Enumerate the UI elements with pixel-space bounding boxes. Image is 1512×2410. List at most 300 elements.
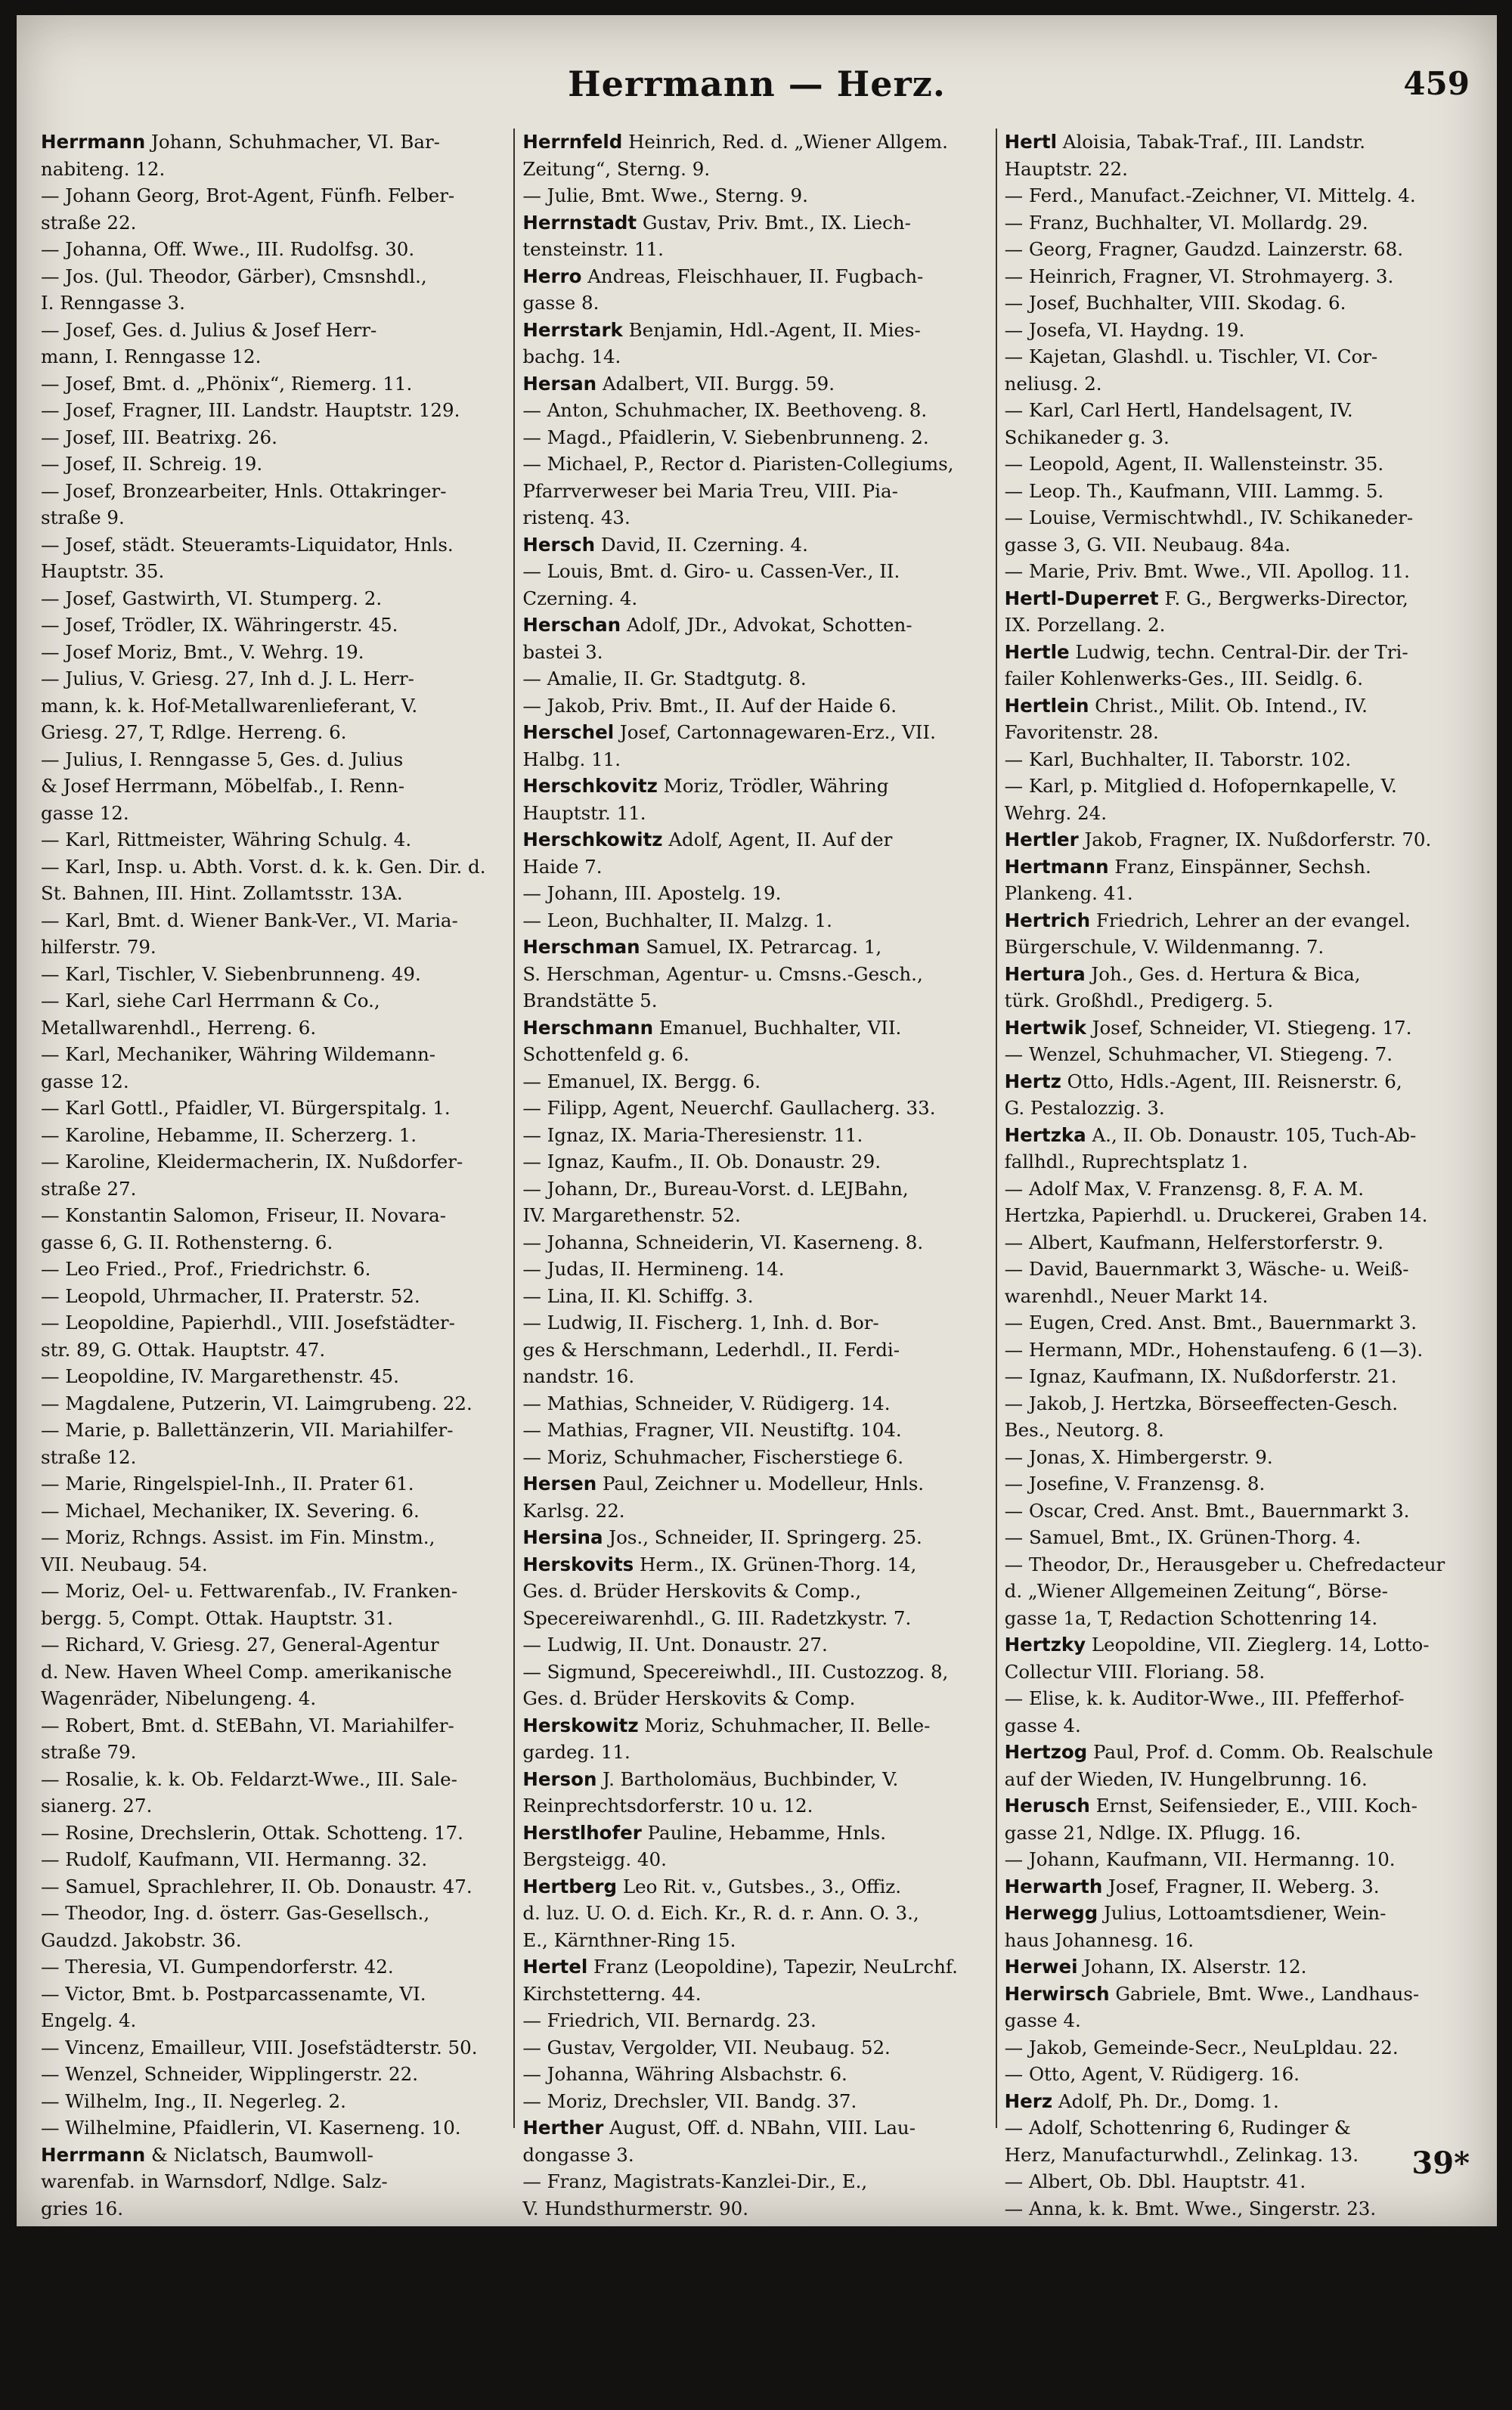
directory-entry-line (1005, 182, 1470, 209)
directory-entry-line (522, 585, 987, 612)
entry-text: bergg. 5, Compt. Ottak. Hauptstr. 31. (41, 1606, 393, 1629)
directory-entry-line (522, 2249, 987, 2276)
entry-headword: Herschel (522, 721, 615, 743)
entry-text: — Leop. Th., Kaufmann, VIII. Lammg. 5. (1004, 479, 1384, 502)
directory-entry-line (1005, 987, 1470, 1014)
directory-entry-line (1005, 1122, 1470, 1149)
entry-text: — Rosine, Drechslerin, Ottak. Schotteng. 17. (41, 1821, 463, 1844)
page-header (17, 64, 1497, 116)
entry-text: — Wilhelm, Ing., II. Negerleg. 2. (41, 2089, 346, 2112)
entry-text: Hertlhof Neuwaldeggerstr. 20. (522, 2385, 811, 2407)
directory-entry-line (41, 290, 506, 317)
entry-text: Czerning. 4. (522, 587, 638, 609)
entry-text: — Josef, Ges. d. Julius & Josef Herr- (41, 318, 377, 341)
entry-text: Moriz, Trödler, Währing (657, 775, 889, 797)
entry-headword: Hertura (1004, 962, 1086, 985)
entry-text: — Jakob, J. Hertzka, Börseeffecten-Gesch. (1004, 1392, 1399, 1414)
entry-text: — Ludwig, II. Fischerg. 1, Inh. d. Bor- (522, 1312, 879, 1334)
directory-entry-line (522, 1766, 987, 1793)
entry-text: — Karoline, Hebamme, II. Scherzerg. 1. (41, 1123, 417, 1146)
directory-entry-line (1005, 1470, 1470, 1498)
entry-headword: Herskovits (522, 1553, 634, 1575)
directory-entry-line (522, 1927, 987, 1954)
directory-entry-line (1005, 209, 1470, 237)
entry-text: Kirchstetterng. 44. (522, 1982, 702, 2005)
directory-entry-line (1005, 853, 1470, 881)
directory-entry-line (522, 1095, 987, 1122)
directory-entry-line (1005, 746, 1470, 773)
entry-text: — Marie, p. Ballettänzerin, VII. Mariahilfer- (41, 1419, 454, 1441)
entry-text: ristenq. 43. (522, 506, 631, 528)
directory-entry-line (1005, 800, 1470, 827)
entry-text: — Lina, II. Kl. Schiffg. 3. (522, 1284, 754, 1307)
directory-entry-line (41, 1524, 506, 1551)
directory-entry-line (522, 934, 987, 961)
directory-entry-line (1005, 1095, 1470, 1122)
directory-entry-line (41, 478, 506, 505)
directory-entry-line (41, 1820, 506, 1847)
directory-entry-line (1005, 1605, 1470, 1632)
entry-headword: Herrstark (522, 318, 623, 341)
entry-text: — Magd., Pfaidlerin, V. Siebenbrunneng. 2. (522, 426, 929, 448)
directory-entry-line (41, 1873, 506, 1900)
directory-entry-line (41, 1551, 506, 1578)
entry-text: — Karl, Bmt. d. Wiener Bank-Ver., VI. Maria- (41, 909, 458, 931)
directory-entry-line (522, 129, 987, 156)
entry-text: mann, k. k. Hof-Metallwarenlieferant, V. (41, 694, 418, 717)
entry-text: — B., Agent, u. Cmsns.-Gesch., II. Prater- (1004, 2250, 1394, 2273)
directory-entry-line (522, 2007, 987, 2034)
entry-text: — Julius, I. Renngasse 5, Ges. d. Julius (41, 748, 404, 770)
entry-text: — Josef, städt. Steueramts-Liquidator, Hnls. (41, 533, 454, 556)
directory-entry-line (1005, 1256, 1470, 1283)
directory-entry-line (522, 2061, 987, 2088)
entry-text: — Johann Georg, Brot-Agent, Fünfh. Felber- (41, 184, 455, 206)
directory-entry-line (522, 236, 987, 263)
directory-entry-line (522, 1498, 987, 1525)
entry-headword: Hertig (522, 2304, 589, 2327)
entry-text: August, Off. d. NBahn, VIII. Lau- (603, 2117, 916, 2139)
entry-text: — Karl, Mechaniker, Währing Wildemann- (41, 1043, 436, 1065)
entry-text: Adolf, Ph. Dr., Domg. 1. (1052, 2089, 1279, 2112)
entry-text: Otto, Hdls.-Agent, III. Reisnerstr. 6, (1061, 1070, 1402, 1092)
entry-text: — Amalie, II. Gr. Stadtgutg. 8. (522, 668, 807, 689)
entry-text: IV. Margarethenstr. 52. (522, 1204, 741, 1226)
entry-text: — Emanuel, IX. Bergg. 6. (522, 1070, 761, 1092)
entry-text: — Adolf Max, V. Franzensg. 8, F. A. M. (1004, 1177, 1365, 1200)
entry-headword: Herwirsch (1004, 1982, 1110, 2005)
entry-text: — Carl, siehe Karl. (1004, 2385, 1182, 2407)
directory-entry-line (1005, 639, 1470, 666)
directory-entry-line (1005, 1873, 1470, 1900)
directory-entry-line (41, 397, 506, 424)
entry-text: — Eugen, Cred. Anst. Bmt., Bauernmarkt 3. (1004, 1312, 1418, 1334)
directory-entry-line (522, 1900, 987, 1927)
directory-entry-line (1005, 1498, 1470, 1525)
entry-text: — Karl, p. Mitglied d. Hofopernkapelle, V. (1004, 775, 1397, 797)
entry-headword: Herschkovitz (522, 775, 658, 797)
entry-text: — Samuel, Bmt., IX. Grünen-Thorg. 4. (1004, 1526, 1362, 1548)
directory-entry-line (522, 853, 987, 881)
entry-text: — Leopold, Agent, II. Wallensteinstr. 35. (1004, 453, 1384, 475)
directory-entry-line (41, 1390, 506, 1417)
directory-entry-line (1005, 1390, 1470, 1417)
directory-entry-line (522, 692, 987, 720)
entry-text: IV. Favoritenstr. 16. (522, 2250, 707, 2273)
directory-entry-line (522, 2383, 987, 2410)
entry-text: — Konstantin Salomon, Friseur, II. Novara- (41, 1204, 446, 1226)
directory-entry-line (41, 1605, 506, 1632)
entry-text: mann, I. Renngasse 12. (41, 345, 262, 367)
entry-text: Specereiwarenhdl., G. III. Radetzkystr. 7. (522, 1606, 912, 1629)
entry-text: F. G., Bergwerks-Director, (1158, 587, 1408, 609)
directory-entry-line (41, 773, 506, 800)
directory-entry-line (41, 612, 506, 639)
directory-entry-line (1005, 1981, 1470, 2008)
directory-entry-line (522, 612, 987, 639)
entry-text: Halbg. 11. (522, 748, 621, 770)
directory-entry-line (1005, 317, 1470, 344)
entry-text: Johann, IX. Alserstr. 12. (1077, 1956, 1307, 1978)
entry-text: St. Bahnen, III. Hint. Zollamtsstr. 13A. (41, 882, 403, 904)
directory-entry-line (41, 1041, 506, 1068)
directory-entry-line (41, 639, 506, 666)
directory-entry-line (41, 1766, 506, 1793)
entry-headword: Herschkowitz (522, 829, 663, 850)
entry-text: — Elise, k. k. Auditor-Wwe., III. Pfefferhof- (1004, 1687, 1405, 1709)
directory-entry-line (1005, 773, 1470, 800)
entry-headword: Hertmann (1004, 855, 1109, 878)
entry-headword: Herrnfeld, (41, 2278, 148, 2300)
entry-text: — Josef, II. Schreig. 19. (41, 453, 263, 475)
signature-mark: 39* (1411, 2145, 1470, 2181)
entry-text: failer Kohlenwerks-Ges., III. Seidlg. 6. (1004, 668, 1364, 689)
directory-entry-line (522, 746, 987, 773)
directory-entry-line (41, 2383, 506, 2410)
directory-entry-line (41, 1846, 506, 1873)
entry-text: — Julie, Bmt. Wwe., Sterng. 9. (522, 184, 808, 206)
directory-entry-line (1005, 1631, 1470, 1659)
entry-text: warenfab. in Warnsdorf, Ndlge. Salz- (41, 2170, 388, 2192)
entry-text: — Leo Fried., Prof., Friedrichstr. 6. (41, 1258, 371, 1280)
directory-entry-line (522, 2222, 987, 2249)
entry-text: Adalbert, VII. Burgg. 59. (596, 372, 835, 395)
entry-text: Christ., Milit. Ob. Intend., IV. (1089, 694, 1368, 717)
entry-text: I. Renngasse 3. (41, 292, 185, 314)
entry-text: & Niclatsch, Baumwoll- (145, 2143, 373, 2166)
directory-entry-line (1005, 1927, 1470, 1954)
directory-entry-line (1005, 1417, 1470, 1444)
directory-entry-line (41, 424, 506, 451)
directory-entry-line (522, 1363, 987, 1390)
entry-text: — Rudolf, Kaufmann, VII. Hermanng. 32. (41, 1848, 428, 1870)
entry-text: straße 79. (41, 1741, 137, 1763)
directory-entry-line (41, 1202, 506, 1229)
directory-entry-line (1005, 397, 1470, 424)
directory-entry-line (1005, 2114, 1470, 2142)
entry-text: Schottenfeld g. 6. (522, 1043, 689, 1065)
directory-entry-line (1005, 451, 1470, 478)
entry-text: Pauline, Hebamme, Hnls. (641, 1821, 886, 1844)
entry-headword: Hertberg (522, 1875, 618, 1897)
entry-text: — David, Bauernmarkt 3, Wäsche- u. Weiß- (1004, 1258, 1409, 1280)
directory-entry-line (41, 1122, 506, 1149)
entry-text: — Berthold, Gonzagag. 12. (1004, 2331, 1257, 2353)
entry-text: Abraham, Korallenhdl., Hnls. (140, 2304, 420, 2327)
entry-text: — Anton, Schuhmacher, IX. Beethoveng. 8. (522, 399, 928, 421)
entry-text: Bes., Neutorg. 8. (1004, 1419, 1164, 1441)
directory-entry-line (1005, 290, 1470, 317)
entry-text: d. „Wiener Allgemeinen Zeitung“, Börse- (1004, 1580, 1388, 1602)
entry-text: Gaudzd. Jakobstr. 36. (41, 1928, 242, 1951)
entry-text: — Julius, V. Griesg. 27, Inh d. J. L. Herr- (41, 668, 414, 689)
directory-entry-line (41, 343, 506, 370)
entry-text: gasse 4. (1004, 1714, 1081, 1736)
entry-text: — Josef, Bronzearbeiter, Hnls. Ottakringer- (41, 479, 447, 502)
entry-text: Ges. d. Brüder Herskovits & Comp., (522, 1580, 862, 1602)
entry-text: — Johanna, Off. Wwe., III. Rudolfsg. 30. (41, 238, 415, 260)
entry-text: — Rosalie, k. k. Ob. Feldarzt-Wwe., III. Sale- (41, 1767, 457, 1790)
entry-text: & Josef Herrmann, Möbelfab., I. Renn- (41, 775, 404, 797)
directory-entry-line (522, 826, 987, 853)
directory-entry-line (522, 1256, 987, 1283)
directory-entry-line (41, 1900, 506, 1927)
entry-text: Wagenräder, Nibelungeng. 4. (41, 1687, 317, 1709)
entry-text: Schikaneder g. 3. (1004, 426, 1170, 448)
entry-text: — Friedrich, VII. Bernardg. 23. (522, 2009, 816, 2031)
directory-entry-line (41, 1659, 506, 1686)
directory-entry-line (1005, 558, 1470, 585)
directory-entry-line (41, 1712, 506, 1739)
directory-entry-line (1005, 1524, 1470, 1551)
entry-headword: Herrnfeld (522, 131, 623, 153)
directory-entry-line (1005, 1041, 1470, 1068)
entry-text: Hauptstr. 22. (1004, 157, 1128, 180)
directory-entry-line (41, 1229, 506, 1256)
entry-headword: Hersch (522, 533, 596, 556)
entry-text: auf der Wieden, IV. Hungelbrunng. 16. (1004, 1767, 1368, 1790)
entry-text: — Josef, E., V. Hundsthurmerstr. 91. (522, 2278, 861, 2300)
entry-text: — Louis, Bmt. d. Giro- u. Cassen-Ver., II. (522, 560, 900, 582)
directory-entry-line (522, 2114, 987, 2142)
directory-entry-line (1005, 665, 1470, 692)
entry-text: — Hermann, MDr., Hohenstaufeng. 6 (1—3). (1004, 1338, 1424, 1361)
entry-text: Plankeng. 41. (1004, 882, 1133, 904)
directory-entry-line (41, 1631, 506, 1659)
directory-entry-line (522, 1953, 987, 1981)
directory-entry-line (522, 1068, 987, 1095)
directory-entry-line (1005, 504, 1470, 531)
entry-text: — Josef Moriz, Bmt., V. Wehrg. 19. (41, 640, 364, 663)
directory-entry-line (522, 2034, 987, 2062)
directory-entry-line (522, 451, 987, 478)
directory-entry-line (41, 1444, 506, 1471)
entry-text: — Louise, Vermischtwhdl., IV. Schikaneder- (1004, 506, 1414, 528)
entry-text: — Theodor, Dr., Herausgeber u. Chefredacteur (1004, 1553, 1445, 1575)
directory-entry-line (41, 2222, 506, 2249)
entry-text: E., Kärnthner-Ring 15. (522, 1928, 736, 1951)
entry-text: d. luz. U. O. d. Eich. Kr., R. d. r. Ann. O. 3., (522, 1902, 919, 1924)
entry-text: Ernst, Seifensieder, E., VIII. Koch- (1089, 1795, 1418, 1817)
directory-entry-line (1005, 1337, 1470, 1364)
directory-entry-line (522, 182, 987, 209)
directory-entry-line (41, 907, 506, 934)
directory-entry-line (41, 1176, 506, 1203)
directory-entry-line (41, 1337, 506, 1364)
entry-headword: Hertl (522, 2358, 575, 2381)
directory-entry-line (1005, 478, 1470, 505)
entry-text: V. Hundsthurmerstr. 90. (522, 2197, 749, 2219)
entry-text: Moriz, Schuhmacher, II. Belle- (638, 1714, 931, 1736)
entry-text: — Judas, II. Hermineng. 14. (522, 1258, 785, 1280)
entry-text: — Jos. (Jul. Theodor, Gärber), Cmsnshdl., (41, 265, 427, 287)
entry-text: gardeg. 11. (522, 1741, 631, 1763)
entry-text: Hauptstr. 11. (522, 801, 646, 824)
entry-text: — Robert, Bmt. d. StEBahn, VI. Mariahilfer- (41, 1714, 454, 1736)
directory-entry-line (41, 1309, 506, 1337)
entry-headword: Hertzog (1004, 1741, 1088, 1763)
entry-headword: Herson (522, 1767, 597, 1790)
entry-text: — Gustav, Vergolder, VII. Neubaug. 52. (522, 2036, 891, 2058)
entry-text: Reinprechtsdorferstr. 10 u. 12. (522, 1795, 813, 1817)
entry-headword: Hertl-Duperret (1004, 587, 1159, 609)
entry-headword: Hertlein (1004, 694, 1089, 717)
entry-text: str. 89, G. Ottak. Hauptstr. 47. (41, 1338, 326, 1361)
directory-entry-line (1005, 961, 1470, 988)
directory-entry-line (522, 2275, 987, 2303)
entry-text: — Franz, Magistrats-Kanzlei-Dir., E., (522, 2170, 868, 2192)
entry-text: straße 9. (41, 506, 125, 528)
entry-text: Wehrg. 24. (1004, 801, 1108, 824)
entry-text: — Kajetan, Glashdl. u. Tischler, VI. Cor- (1004, 345, 1378, 367)
entry-text: — Franz, Buchhalter, VI. Mollardg. 29. (1004, 211, 1368, 234)
entry-text: gasse 12. (41, 1070, 129, 1092)
entry-text: — Leopoldine, Papierhdl., VIII. Josefstädter- (41, 1312, 455, 1334)
entry-text: straße 11, (Inh. Sigmund Schlesinger). (1004, 2278, 1370, 2300)
directory-entry-line (41, 2303, 506, 2330)
entry-text: Josef, Cartonnagewaren-Erz., VII. (614, 721, 936, 743)
directory-entry-line (1005, 1739, 1470, 1766)
directory-entry-line (522, 1712, 987, 1739)
directory-entry-line (41, 2088, 506, 2115)
directory-entry-line (522, 1981, 987, 2008)
directory-entry-line (41, 1417, 506, 1444)
directory-entry-line (41, 1981, 506, 2008)
directory-entry-line (522, 2088, 987, 2115)
directory-entry-line (41, 2356, 506, 2384)
directory-entry-line (1005, 1283, 1470, 1310)
entry-text: dongasse 3. (522, 2143, 634, 2166)
entry-text: straße 12. (41, 1445, 137, 1468)
directory-entry-line (1005, 2249, 1470, 2276)
directory-entry-line (522, 263, 987, 290)
directory-entry-line (41, 1095, 506, 1122)
directory-entry-line (41, 961, 506, 988)
directory-entry-line (41, 209, 506, 237)
directory-entry-line (41, 263, 506, 290)
entry-text: Benjamin, Hdl.-Agent, II. Mies- (622, 318, 921, 341)
entry-text: — Josefa, VI. Haydng. 19. (1004, 318, 1245, 341)
entry-headword: Herrmann (41, 2143, 146, 2166)
directory-entry-line (41, 236, 506, 263)
entry-text: — Mathias, Fragner, VII. Neustiftg. 104. (522, 1419, 902, 1441)
entry-text: — Johanna, Schneiderin, VI. Kaserneng. 8. (522, 1231, 924, 1253)
directory-entry-line (522, 2142, 987, 2169)
directory-entry-line (1005, 1846, 1470, 1873)
column-2 (513, 129, 995, 2407)
directory-entry-line (41, 1498, 506, 1525)
directory-entry-line (522, 1820, 987, 1847)
directory-entry-line (41, 1927, 506, 1954)
directory-entry-line (41, 2195, 506, 2223)
entry-text: Paul, Zeichner u. Modelleur, Hnls. (596, 1473, 925, 1495)
entry-headword: Herro (522, 265, 582, 287)
entry-headword: Herschan (522, 614, 621, 636)
directory-entry-line (41, 1363, 506, 1390)
entry-text: Grünberg. 1. (522, 2331, 643, 2353)
directory-entry-line (1005, 1900, 1470, 1927)
entry-text: — Josef, Fragner, III. Landstr. Hauptstr. 129. (41, 399, 460, 421)
directory-entry-line (1005, 1309, 1470, 1337)
directory-entry-line (1005, 1148, 1470, 1176)
directory-entry-line (522, 1014, 987, 1042)
directory-entry-line (41, 1953, 506, 1981)
directory-entry-line (522, 800, 987, 827)
directory-entry-line (1005, 612, 1470, 639)
directory-entry-line (1005, 263, 1470, 290)
directory-page (17, 15, 1497, 2407)
entry-text: — Vincenz, Emailleur, VIII. Josefstädterstr. 50. (41, 2036, 478, 2058)
entry-text: — Heinrich, Fragner, VI. Strohmayerg. 3. (1004, 265, 1394, 287)
entry-text: — Josef, Milchverschl., IV. Schlüsselg. 9, G. (522, 2224, 928, 2246)
entry-text: straße 22. (41, 211, 137, 234)
entry-text: — Cäsar, Damenschneider, X. Himbergerstr. 5. (1004, 2358, 1443, 2381)
entry-text: fallhdl., Ruprechtsplatz 1. (1004, 1151, 1248, 1172)
entry-text: Bürgerschule, V. Wildenmanng. 7. (1004, 936, 1325, 958)
entry-text: sianerg. 27. (41, 1795, 153, 1817)
directory-entry-line (522, 1739, 987, 1766)
entry-text: — Wenzel, Schneider, Wipplingerstr. 22. (41, 2063, 419, 2085)
entry-headword: Hersen (522, 1473, 597, 1495)
entry-headword: Herusch (1004, 1795, 1090, 1817)
directory-entry-line (522, 209, 987, 237)
entry-headword: Hertzky (1004, 1634, 1086, 1656)
entry-text: gasse 8. (522, 292, 600, 314)
directory-entry-line (1005, 2007, 1470, 2034)
directory-entry-line (522, 773, 987, 800)
entry-headword: Herwarth (1004, 1875, 1103, 1897)
entry-headword: Herrmann (41, 131, 146, 153)
page-number: 459 (1403, 65, 1470, 102)
entry-text: — Karl, Rittmeister, Währing Schulg. 4. (41, 829, 412, 850)
entry-text: — Moriz, Rchngs. Assist. im Fin. Minstm., (41, 1526, 435, 1548)
entry-text: — Karl Gottl., Pfaidler, VI. Bürgerspitalg. 1. (41, 1097, 451, 1119)
entry-headword: Herz (1004, 2089, 1053, 2112)
entry-text: — Karl, Buchhalter, II. Taborstr. 102. (1004, 748, 1352, 770)
directory-entry-line (41, 853, 506, 881)
entry-text: Samuel, IX. Petrarcag. 1, (640, 936, 882, 958)
directory-entry-line (41, 531, 506, 559)
directory-entry-line (1005, 1712, 1470, 1739)
entry-text: — Jakob, Gemeinde-Secr., NeuLpldau. 22. (1004, 2036, 1399, 2058)
entry-text: — Albert, Kaufmann, Helferstorferstr. 9. (1004, 1231, 1384, 1253)
entry-text: — Bernhard, Uhrmacher, Tuchlauben 26. (1004, 2304, 1393, 2327)
directory-entry-line (41, 1685, 506, 1712)
entry-text: — Theodor, Ing. d. österr. Gas-Gesellsch., (41, 1902, 430, 1924)
directory-entry-line (522, 2303, 987, 2330)
entry-text: Haide 7. (522, 855, 603, 878)
entry-text: d. New. Haven Wheel Comp. amerikanische (41, 1660, 452, 1683)
